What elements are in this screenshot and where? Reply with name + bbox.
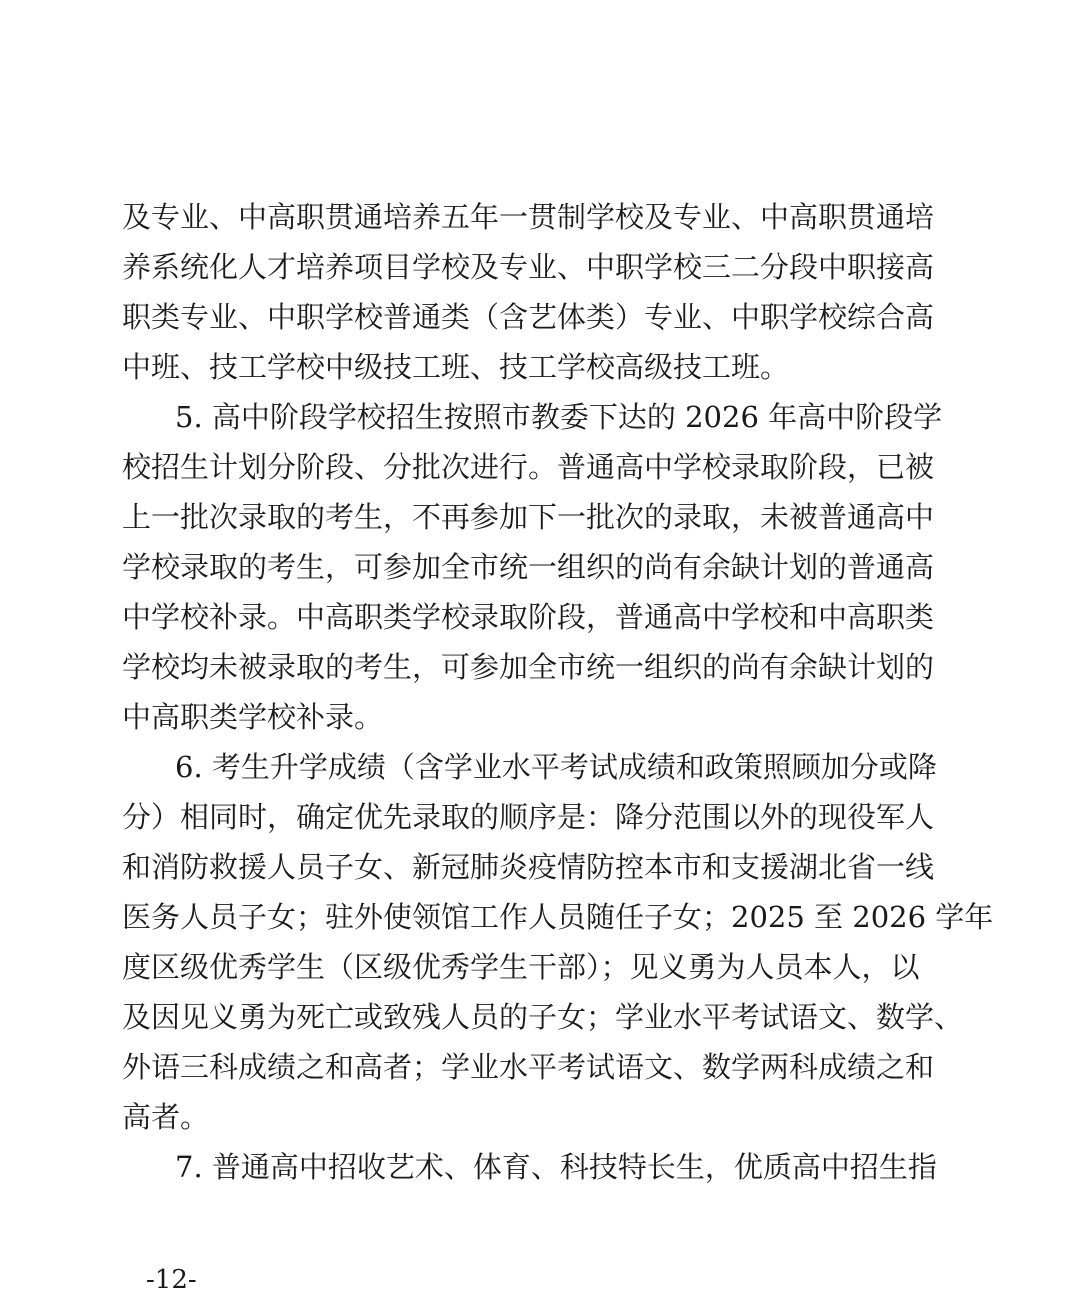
text-line: 上一批次录取的考生，不再参加下一批次的录取，未被普通高中 <box>122 500 935 534</box>
text-line: 中学校补录。中高职类学校录取阶段，普通高中学校和中高职类 <box>122 600 935 634</box>
text-line: 高者。 <box>122 1100 210 1134</box>
paragraph-6-first-line: 6. 考生升学成绩（含学业水平考试成绩和政策照顾加分或降 <box>175 750 937 784</box>
text-line: 中高职类学校补录。 <box>122 700 384 734</box>
text-line: 度区级优秀学生（区级优秀学生干部）；见义勇为人员本人，以 <box>122 950 920 984</box>
text-line: 职类专业、中职学校普通类（含艺体类）专业、中职学校综合高 <box>122 300 935 334</box>
page-number: -12- <box>146 1265 197 1295</box>
text-line: 中班、技工学校中级技工班、技工学校高级技工班。 <box>122 350 790 384</box>
text-line: 分）相同时，确定优先录取的顺序是：降分范围以外的现役军人 <box>122 800 935 834</box>
text-line: 校招生计划分阶段、分批次进行。普通高中学校录取阶段，已被 <box>122 450 935 484</box>
text-line: 外语三科成绩之和高者；学业水平考试语文、数学两科成绩之和 <box>122 1050 935 1084</box>
text-line: 养系统化人才培养项目学校及专业、中职学校三二分段中职接高 <box>122 250 935 284</box>
text-line: 及专业、中高职贯通培养五年一贯制学校及专业、中高职贯通培 <box>122 200 935 234</box>
text-line: 和消防救援人员子女、新冠肺炎疫情防控本市和支援湖北省一线 <box>122 850 935 884</box>
text-line: 医务人员子女；驻外使领馆工作人员随任子女；2025 至 2026 学年 <box>122 900 994 934</box>
text-line: 及因见义勇为死亡或致残人员的子女；学业水平考试语文、数学、 <box>122 1000 964 1034</box>
text-line: 学校均未被录取的考生，可参加全市统一组织的尚有余缺计划的 <box>122 650 935 684</box>
paragraph-7-first-line: 7. 普通高中招收艺术、体育、科技特长生，优质高中招生指 <box>175 1150 937 1184</box>
text-line: 学校录取的考生，可参加全市统一组织的尚有余缺计划的普通高 <box>122 550 935 584</box>
paragraph-5-first-line: 5. 高中阶段学校招生按照市教委下达的 2026 年高中阶段学 <box>175 400 943 434</box>
